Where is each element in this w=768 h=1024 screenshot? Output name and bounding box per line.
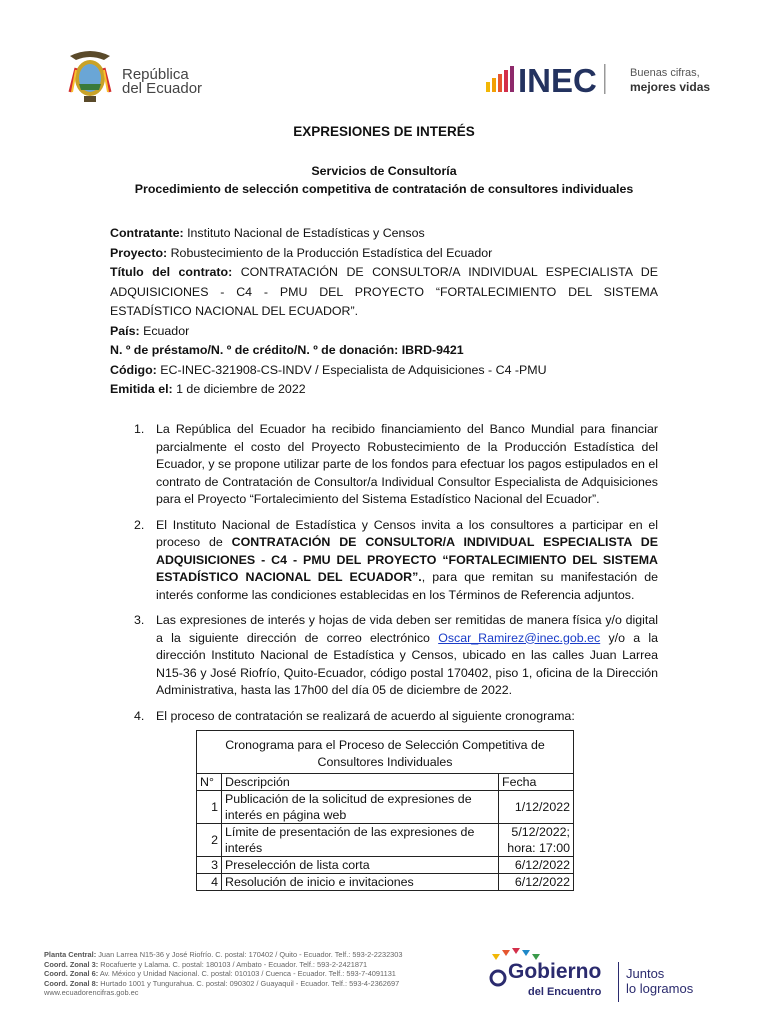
footer-line	[44, 969, 403, 979]
list-item-bold-text: CONTRATACIÓN DE CONSULTOR/A INDIVIDUAL ESPECIALISTA DE ADQUISICIONES - C4 - PMU DEL PROYECTO “FORTALECIMIENTO DEL SISTEMA ESTADÍSTICO NACIONAL DEL ECUADOR”.	[156, 535, 658, 584]
table-row	[197, 857, 574, 874]
list-item	[110, 421, 658, 509]
table-row	[197, 874, 574, 891]
row-description: Preselección de lista corta	[222, 857, 499, 874]
list-item	[110, 708, 658, 726]
row-description: Límite de presentación de las expresiones de interés	[222, 824, 499, 857]
slogan	[626, 966, 693, 996]
emitida-label: Emitida el:	[110, 382, 173, 396]
org-line-2: del Ecuador	[122, 80, 203, 97]
list-item	[110, 612, 658, 700]
row-number: 4	[197, 874, 222, 891]
slogan-line-1: Juntos	[626, 966, 665, 981]
codigo-row	[110, 361, 658, 381]
subtitle-line-2: Procedimiento de selección competitiva de contratación de consultores individuales	[134, 182, 634, 196]
row-number: 2	[197, 824, 222, 857]
list-item	[110, 517, 658, 605]
emitida-row	[110, 380, 658, 400]
footer-text: Av. México y Unidad Nacional. C. postal: 010103 / Cuenca - Ecuador. Telf.: 593-7-4091131	[98, 969, 396, 979]
contratante-value: Instituto Nacional de Estadísticas y Censos	[183, 226, 425, 240]
page-header	[0, 44, 768, 114]
inec-name: INEC	[518, 62, 597, 98]
table-row	[197, 824, 574, 857]
row-description: Resolución de inicio e invitaciones	[222, 874, 499, 891]
pais-row	[110, 322, 658, 342]
inec-logo-icon	[484, 58, 624, 98]
list-item-text: La República del Ecuador ha recibido financiamiento del Banco Mundial para financiar parcialmente el costo del Proyecto Robustecimiento de la Producción Estadística del Ecuador, y se propone utilizar parte de los fondos para efectuar los pagos estipulados en el contrato de Contratación de Consultor/a Individual Consultor Especialista de Adquisiciones para el Proyecto “Fortalecimiento del Sistema Estadístico Nacional del Ecuador”.	[156, 422, 658, 506]
titulo-value: CONTRATACIÓN DE CONSULTOR/A INDIVIDUAL ESPECIALISTA DE ADQUISICIONES - C4 - PMU DEL PROYECTO “FORTALECIMIENTO DEL SISTEMA ESTADÍSTICO NACIONAL DEL ECUADOR”.	[110, 265, 658, 318]
schedule-table	[196, 730, 574, 891]
encuentro-text: del Encuentro	[528, 986, 602, 998]
republica-ecuador-logo-text	[122, 68, 202, 96]
col-header-n: N°	[197, 774, 222, 791]
footer-text: Hurtado 1001 y Tungurahua. C. postal: 090302 / Guayaquil - Ecuador. Telf.: 593-4-2362697	[98, 978, 400, 988]
list-item-text: El Instituto Nacional de Estadística y Censos invita a los consultores a participar en el proceso de	[156, 517, 658, 549]
footer-line	[44, 979, 403, 989]
inec-tagline	[630, 66, 710, 95]
table-caption: Cronograma para el Proceso de Selección Competitiva de Consultores Individuales	[197, 731, 574, 774]
page-title: EXPRESIONES DE INTERÉS	[293, 124, 475, 139]
prestamo-value: IBRD-9421	[398, 343, 464, 357]
proyecto-row	[110, 244, 658, 264]
table-row	[197, 791, 574, 824]
list-number: 1.	[134, 422, 145, 436]
list-item-text: Las expresiones de interés y hojas de vida deben ser remitidas de manera física y/o digital a la siguiente dirección de correo electrónico	[156, 613, 658, 645]
row-date: 5/12/2022; hora: 17:00	[499, 824, 574, 857]
list-number: 2.	[134, 517, 145, 532]
footer-line	[44, 950, 403, 960]
org-line-1: República	[122, 66, 189, 83]
email-link[interactable]: Oscar_Ramirez@inec.gob.ec	[438, 630, 601, 645]
contratante-row	[110, 224, 658, 244]
codigo-value: EC-INEC-321908-CS-INDV / Especialista de Adquisiciones - C4 -PMU	[156, 362, 547, 377]
col-header-desc: Descripción	[222, 774, 499, 791]
list-item-text: , para que remitan su manifestación de interés conforme las condiciones establecidas en los Términos de Referencia adjuntos.	[156, 570, 658, 602]
row-description: Publicación de la solicitud de expresiones de interés en página web	[222, 791, 499, 824]
titulo-label: Título del contrato:	[110, 265, 233, 279]
proyecto-value: Robustecimiento de la Producción Estadística del Ecuador	[167, 245, 493, 260]
codigo-label: Código:	[110, 362, 157, 377]
col-header-fecha: Fecha	[499, 774, 574, 791]
footer-label: Planta Central:	[44, 950, 97, 959]
subtitle-line-1: Servicios de Consultoría	[311, 164, 457, 178]
footer-website: www.ecuadorencifras.gob.ec	[44, 988, 139, 998]
row-date: 6/12/2022	[499, 857, 574, 874]
list-item-text: y/o a la dirección Instituto Nacional de Estadística y Censos, ubicado en las calles Juan Larrea N15-36 y José Riofrío, Quito-Ecuador, código postal 170402, piso 1, oficina de la Dirección Administrativa, hasta las 17h00 del día 05 de diciembre de 2022.	[156, 630, 658, 697]
pais-label: País:	[110, 323, 140, 338]
emitida-value: 1 de diciembre de 2022	[172, 382, 306, 396]
table-header-row	[197, 774, 574, 791]
footer-label: Coord. Zonal 6:	[44, 969, 99, 979]
contract-info	[110, 224, 658, 400]
logo-divider	[618, 962, 619, 1002]
contratante-label: Contratante:	[110, 226, 184, 240]
titulo-row	[110, 263, 658, 322]
subtitle	[0, 162, 768, 198]
inec-tagline-2: mejores vidas	[630, 80, 711, 94]
slogan-line-2: lo logramos	[626, 981, 694, 996]
footer-addresses	[44, 950, 403, 998]
pais-value: Ecuador	[139, 323, 190, 338]
row-number: 1	[197, 791, 222, 824]
footer-line	[44, 960, 403, 970]
ecuador-coat-of-arms-icon	[66, 48, 114, 104]
inec-tagline-1: Buenas cifras,	[630, 67, 700, 79]
proyecto-label: Proyecto:	[110, 245, 168, 260]
footer-label: Coord. Zonal 8:	[44, 978, 99, 988]
footer-text: Rocafuerte y Lalama. C. postal: 180103 / Ambato - Ecuador. Telf.: 593-2-2421871	[98, 959, 368, 969]
footer-text: Juan Larrea N15-36 y José Riofrío. C. postal: 170402 / Quito - Ecuador. Telf.: 593-2-2232303	[96, 950, 403, 959]
prestamo-row	[110, 341, 658, 361]
schedule-table-wrap	[196, 730, 574, 891]
gobierno-text: Gobierno	[508, 960, 602, 983]
footer-label: Coord. Zonal 3:	[44, 959, 99, 969]
numbered-list	[110, 421, 658, 733]
list-number: 3.	[134, 613, 145, 627]
row-date: 1/12/2022	[499, 791, 574, 824]
row-number: 3	[197, 857, 222, 874]
list-number: 4.	[134, 708, 145, 723]
list-item-text: El proceso de contratación se realizará de acuerdo al siguiente cronograma:	[156, 708, 575, 723]
row-date: 6/12/2022	[499, 874, 574, 891]
prestamo-label: N. º de préstamo/N. º de crédito/N. º de donación:	[110, 343, 399, 357]
